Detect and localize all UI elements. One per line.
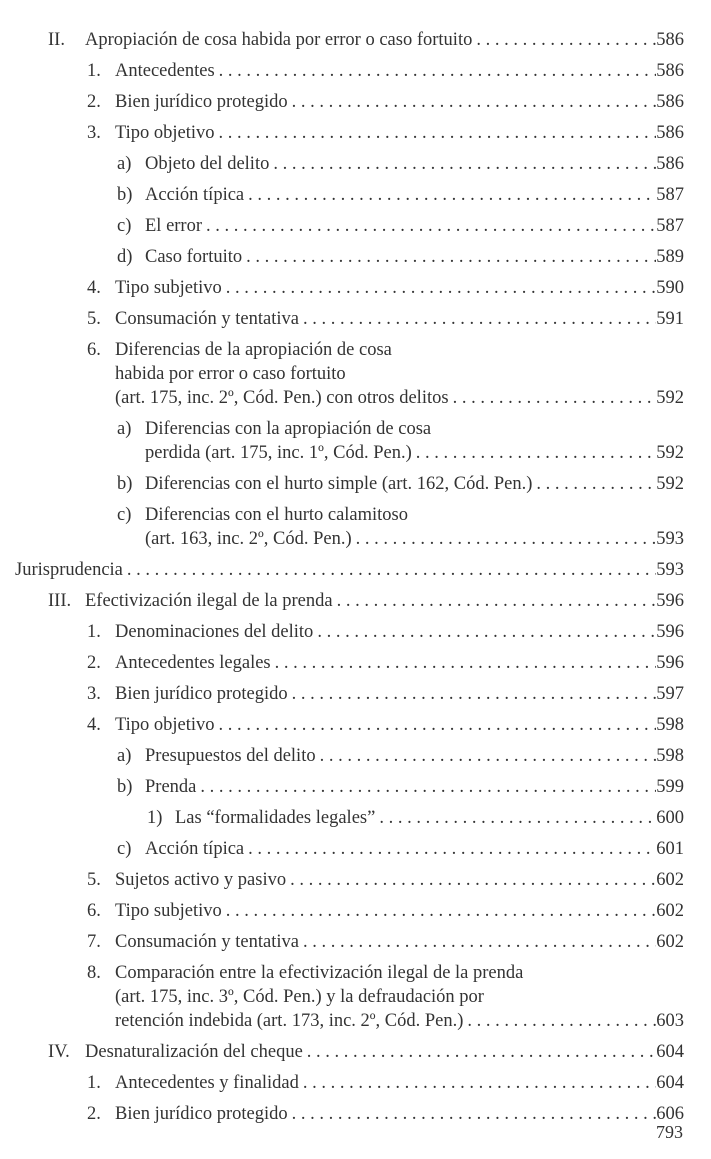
toc-entry-number: a) (117, 154, 132, 174)
toc-entry (0, 713, 711, 737)
toc-entry-title-line: Presupuestos del delito (145, 746, 316, 766)
toc-entry-last-line (145, 183, 684, 207)
toc-entry-number: IV. (48, 1042, 70, 1062)
toc-entry-page: 593 (656, 560, 684, 580)
toc-entry-page: 586 (656, 123, 684, 143)
toc-entry (0, 121, 711, 145)
toc-entry-last-line (145, 441, 684, 465)
toc-entry (0, 152, 711, 176)
toc-entry-title-line: Acción típica (145, 185, 245, 205)
dot-leader (202, 214, 656, 238)
dot-leader (288, 1102, 657, 1126)
toc-entry-title-line: Acción típica (145, 839, 245, 859)
toc-entry (0, 744, 711, 768)
toc-entry-page: 587 (656, 216, 684, 236)
toc-entry-page: 597 (656, 684, 684, 704)
toc-entry-number: II. (48, 30, 65, 50)
toc-entry (0, 1040, 711, 1064)
toc-entry (0, 28, 711, 52)
toc-entry-title-line: Tipo subjetivo (115, 901, 222, 921)
dot-leader (123, 558, 656, 582)
toc-entry-number: 6. (87, 340, 101, 360)
toc-entry-number: 5. (87, 309, 101, 329)
toc-entry (0, 961, 711, 1033)
toc-entry-last-line (115, 276, 684, 300)
page-number: 793 (656, 1122, 683, 1142)
toc-entry-last-line (145, 775, 684, 799)
toc-entry-page: 604 (656, 1073, 684, 1093)
dot-leader (288, 682, 657, 706)
dot-leader (463, 1009, 656, 1033)
toc-entry-title-line: Prenda (145, 777, 197, 797)
toc-entry-title-line: Bien jurídico protegido (115, 1104, 288, 1124)
toc-entry-page: 591 (656, 309, 684, 329)
dot-leader (352, 527, 657, 551)
toc-entry-number: 3. (87, 123, 101, 143)
toc-entry-last-line (145, 152, 684, 176)
toc-entry-title-line: retención indebida (art. 173, inc. 2º, Cód. Pen.) (115, 1011, 464, 1031)
toc-entry (0, 775, 711, 799)
toc-entry-title-line: (art. 175, inc. 2º, Cód. Pen.) con otros delitos (115, 388, 449, 408)
toc-entry-number: 4. (87, 278, 101, 298)
dot-leader (299, 1071, 656, 1095)
toc-entry-page: 596 (656, 622, 684, 642)
toc-entry-page: 601 (656, 839, 684, 859)
toc-entry-title-line: Denominaciones del delito (115, 622, 314, 642)
toc-entry-number: 2. (87, 92, 101, 112)
table-of-contents (0, 28, 711, 1133)
dot-leader (271, 651, 657, 675)
toc-entry (0, 503, 711, 551)
toc-entry (0, 899, 711, 923)
toc-entry (0, 417, 711, 465)
dot-leader (215, 713, 657, 737)
toc-entry (0, 214, 711, 238)
toc-entry (0, 276, 711, 300)
toc-entry-page: 598 (656, 715, 684, 735)
toc-entry (0, 806, 711, 830)
toc-entry-number: 6. (87, 901, 101, 921)
toc-entry-title-line: Sujetos activo y pasivo (115, 870, 287, 890)
toc-entry-page: 586 (656, 92, 684, 112)
toc-entry-last-line (115, 1009, 684, 1033)
toc-entry-title-line: Jurisprudencia (15, 560, 123, 580)
toc-entry-title-line: habida por error o caso fortuito (115, 364, 346, 384)
toc-entry-title-line: (art. 163, inc. 2º, Cód. Pen.) (145, 529, 352, 549)
toc-entry-number: 5. (87, 870, 101, 890)
toc-entry-last-line (115, 307, 684, 331)
toc-entry-last-line (145, 837, 684, 861)
toc-entry-page: 599 (656, 777, 684, 797)
toc-entry-page: 586 (656, 154, 684, 174)
toc-entry (0, 620, 711, 644)
dot-leader (375, 806, 656, 830)
toc-entry-number: 1) (147, 808, 163, 828)
dot-leader (222, 276, 657, 300)
toc-entry-last-line (175, 806, 684, 830)
dot-leader (288, 90, 657, 114)
dot-leader (449, 386, 657, 410)
toc-entry (0, 472, 711, 496)
toc-entry-last-line (115, 651, 684, 675)
toc-entry-title-line: Bien jurídico protegido (115, 684, 288, 704)
toc-entry-title-line: Diferencias con el hurto simple (art. 162, Cód. Pen.) (145, 474, 533, 494)
toc-entry-last-line (115, 90, 684, 114)
toc-entry (0, 589, 711, 613)
toc-entry-page: 602 (656, 870, 684, 890)
toc-entry (0, 868, 711, 892)
toc-entry-title-line: Bien jurídico protegido (115, 92, 288, 112)
toc-entry (0, 930, 711, 954)
toc-entry (0, 90, 711, 114)
toc-entry-number: b) (117, 474, 133, 494)
toc-entry-number: 8. (87, 963, 101, 983)
dot-leader (244, 183, 656, 207)
toc-entry-number: III. (48, 591, 72, 611)
toc-entry-title-line: Comparación entre la efectivización ilegal de la prenda (115, 963, 524, 983)
toc-entry-title-line: Efectivización ilegal de la prenda (85, 591, 333, 611)
toc-entry-title-line: Tipo objetivo (115, 123, 215, 143)
toc-entry (0, 183, 711, 207)
toc-entry-last-line (115, 121, 684, 145)
toc-entry (0, 651, 711, 675)
toc-entry-page: 586 (656, 61, 684, 81)
toc-entry-number: c) (117, 505, 132, 525)
dot-leader (286, 868, 656, 892)
toc-entry-last-line (115, 930, 684, 954)
toc-entry-page: 602 (656, 932, 684, 952)
toc-entry-number: 7. (87, 932, 101, 952)
dot-leader (269, 152, 656, 176)
toc-entry-number: d) (117, 247, 133, 267)
toc-entry-number: 3. (87, 684, 101, 704)
dot-leader (196, 775, 656, 799)
dot-leader (215, 59, 657, 83)
toc-entry-page: 598 (656, 746, 684, 766)
toc-entry-last-line (85, 1040, 684, 1064)
toc-entry (0, 307, 711, 331)
toc-entry-last-line (115, 682, 684, 706)
toc-entry-title-line: Consumación y tentativa (115, 309, 299, 329)
toc-entry-number: b) (117, 185, 133, 205)
toc-entry-last-line (145, 527, 684, 551)
dot-leader (472, 28, 656, 52)
toc-entry-number: 2. (87, 1104, 101, 1124)
dot-leader (242, 245, 656, 269)
toc-entry-page: 606 (656, 1104, 684, 1124)
toc-entry-title-line: Tipo objetivo (115, 715, 215, 735)
toc-entry-page: 604 (656, 1042, 684, 1062)
toc-entry-title-line: Antecedentes (115, 61, 215, 81)
toc-entry-title-line: Apropiación de cosa habida por error o caso fortuito (85, 30, 473, 50)
toc-entry-number: b) (117, 777, 133, 797)
toc-entry-title-line: Consumación y tentativa (115, 932, 299, 952)
toc-entry (0, 1071, 711, 1095)
toc-entry-last-line (115, 620, 684, 644)
dot-leader (412, 441, 657, 465)
toc-entry (0, 837, 711, 861)
toc-entry-last-line (115, 59, 684, 83)
toc-entry-number: a) (117, 419, 132, 439)
toc-entry-last-line (145, 245, 684, 269)
toc-entry-last-line (115, 386, 684, 410)
dot-leader (215, 121, 657, 145)
toc-entry-last-line (115, 868, 684, 892)
toc-entry (0, 338, 711, 410)
toc-entry-page: 590 (656, 278, 684, 298)
toc-entry-page: 592 (656, 443, 684, 463)
toc-entry-last-line (15, 558, 684, 582)
toc-entry-number: c) (117, 216, 132, 236)
toc-entry-title-line: Diferencias de la apropiación de cosa (115, 340, 392, 360)
dot-leader (222, 899, 657, 923)
toc-entry-number: c) (117, 839, 132, 859)
toc-entry-title-line: Desnaturalización del cheque (85, 1042, 303, 1062)
toc-entry-last-line (115, 1071, 684, 1095)
toc-entry-title-line: (art. 175, inc. 3º, Cód. Pen.) y la defraudación por (115, 987, 484, 1007)
toc-entry-title-line: Tipo subjetivo (115, 278, 222, 298)
toc-entry-title-line: Antecedentes legales (115, 653, 271, 673)
toc-entry-number: a) (117, 746, 132, 766)
toc-entry-title-line: Objeto del delito (145, 154, 270, 174)
toc-entry-last-line (145, 744, 684, 768)
dot-leader (313, 620, 656, 644)
toc-entry-last-line (85, 589, 684, 613)
toc-entry-title-line: perdida (art. 175, inc. 1º, Cód. Pen.) (145, 443, 412, 463)
toc-entry-title-line: Diferencias con el hurto calamitoso (145, 505, 409, 525)
toc-entry-number: 1. (87, 1073, 101, 1093)
toc-entry (0, 245, 711, 269)
dot-leader (299, 307, 656, 331)
dot-leader (316, 744, 657, 768)
toc-entry (0, 1102, 711, 1126)
toc-entry (0, 682, 711, 706)
toc-entry-last-line (85, 28, 684, 52)
toc-entry-page: 593 (656, 529, 684, 549)
toc-entry-title-line: Antecedentes y finalidad (115, 1073, 299, 1093)
toc-entry-last-line (115, 1102, 684, 1126)
dot-leader (333, 589, 657, 613)
toc-entry-title-line: Caso fortuito (145, 247, 243, 267)
toc-entry (0, 558, 711, 582)
toc-entry-title-line: El error (145, 216, 203, 236)
toc-entry-title-line: Diferencias con la apropiación de cosa (145, 419, 432, 439)
toc-entry-title-line: Las “formalidades legales” (175, 808, 376, 828)
toc-entry-page: 586 (656, 30, 684, 50)
toc-entry-page: 596 (656, 591, 684, 611)
toc-entry-page: 592 (656, 474, 684, 494)
dot-leader (244, 837, 656, 861)
toc-entry-last-line (145, 214, 684, 238)
toc-entry-page: 592 (656, 388, 684, 408)
toc-entry-number: 4. (87, 715, 101, 735)
toc-entry-page: 596 (656, 653, 684, 673)
toc-entry-page: 589 (656, 247, 684, 267)
toc-entry (0, 59, 711, 83)
toc-entry-page: 602 (656, 901, 684, 921)
toc-entry-last-line (115, 713, 684, 737)
toc-entry-number: 1. (87, 61, 101, 81)
toc-entry-page: 587 (656, 185, 684, 205)
toc-entry-page: 600 (656, 808, 684, 828)
dot-leader (303, 1040, 656, 1064)
toc-entry-page: 603 (656, 1011, 684, 1031)
toc-entry-last-line (145, 472, 684, 496)
toc-entry-last-line (115, 899, 684, 923)
toc-entry-number: 2. (87, 653, 101, 673)
toc-entry-number: 1. (87, 622, 101, 642)
dot-leader (532, 472, 656, 496)
dot-leader (299, 930, 656, 954)
